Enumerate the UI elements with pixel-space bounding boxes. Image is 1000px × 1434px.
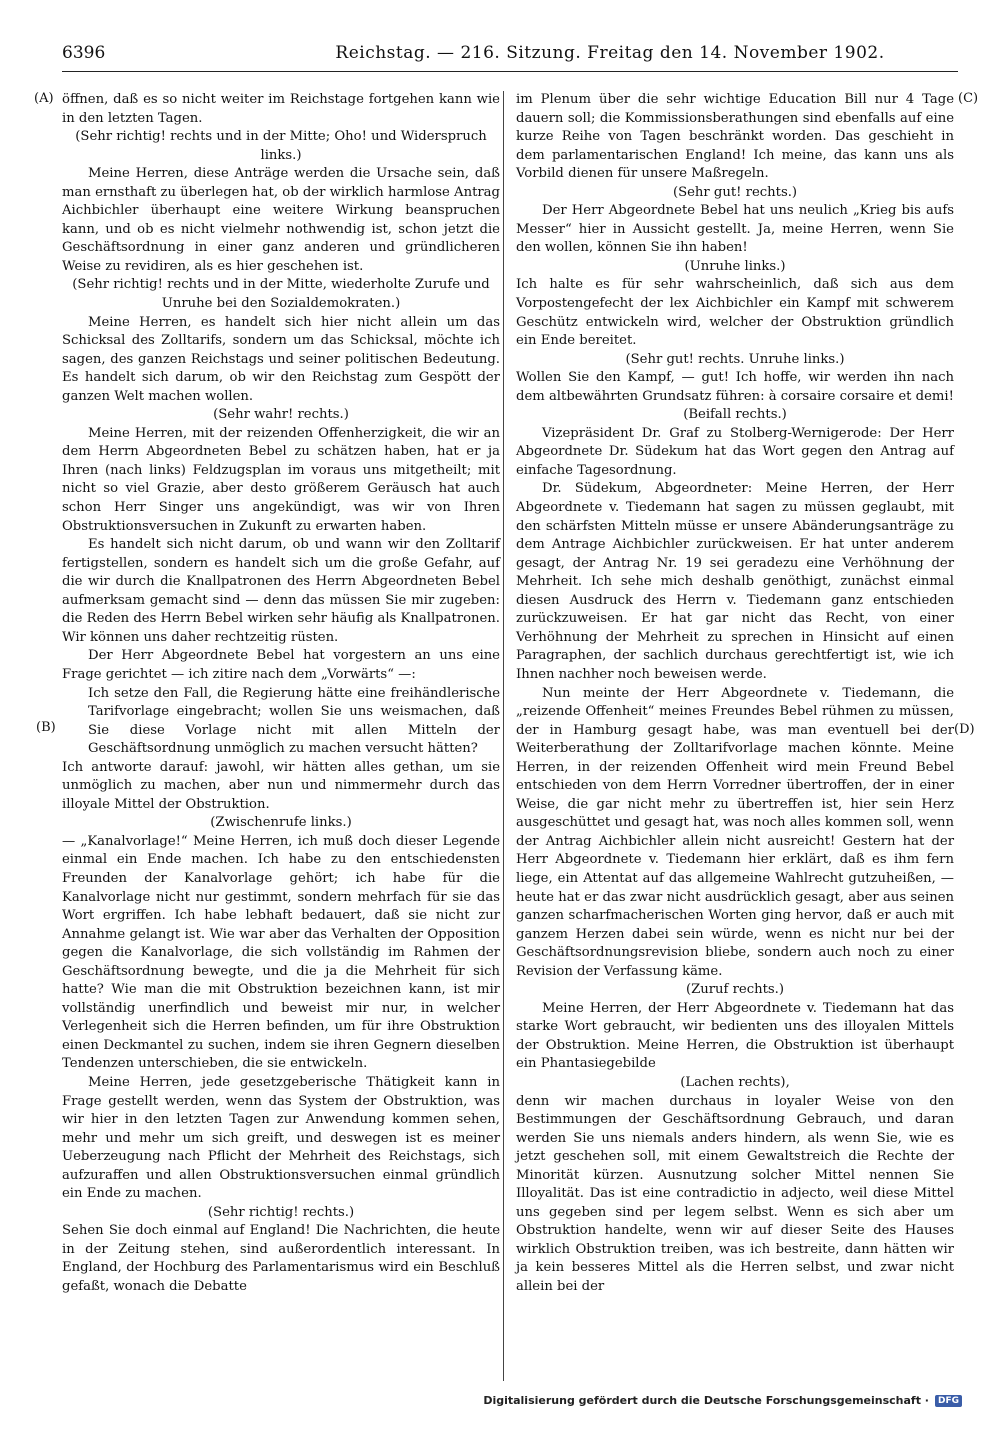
paragraph: öffnen, daß es so nicht weiter im Reichstage fortgehen kann wie in den letzten Tagen. — [62, 92, 500, 126]
interjection: (Zuruf rechts.) — [685, 982, 785, 998]
page-number: 6396 — [62, 43, 106, 63]
paragraph: Meine Herren, diese Anträge werden die Ursache sein, daß man ernsthaft zu überlegen hat, ob der wirklich harmlose Antrag Aichbichler überhaupt eine weitere Wirkung beanspruchen kann, und ob es nicht vielmehr nothwendig ist, schon jetzt die Geschäftsordnung in einer ganz anderen und gründlicheren Weise zu revidiren, als es hier geschehen ist. — [62, 166, 500, 274]
margin-marker-d: (D) — [954, 722, 975, 737]
interjection: (Beifall rechts.) — [683, 407, 787, 423]
paragraph: Meine Herren, der Herr Abgeordnete v. Tiedemann hat das starke Wort gebraucht, wir bedienten uns des illoyalen Mittels der Obstruktion. Meine Herren, die Obstruktion ist überhaupt ein Phantasiegebilde — [516, 1000, 954, 1072]
footer-text: Digitalisierung gefördert durch die Deutsche Forschungsgemeinschaft · — [483, 1394, 929, 1407]
paragraph: Nun meinte der Herr Abgeordnete v. Tiedemann, die „reizende Offenheit“ meines Freundes Bebel rühmen zu müssen, der in Hamburg gesagt habe, was man eventuell bei der Weiterberathung der Zolltarifvorlage machen könnte. Meine Herren, in der reizenden Offenheit wird mein Freund Bebel entschieden von dem Herrn Vorredner übertroffen, der in einer Weise, die gar nicht mehr zu übertreffen ist, hier sein Herz ausgeschüttet und gesagt hat, was noch alles kommen soll, wenn der Antrag Aichbichler allein nicht ausreicht! Gestern hat der Herr Abgeordnete v. Tiedemann hier erklärt, daß es ihm fern liege, ein Attentat auf das allgemeine Wahlrecht gutzuheißen, — heute hat er das zwar nicht ausdrücklich gesagt, aber aus seinen ganzen scharfmacherischen Worten ging hervor, daß er auch mit ganzem Herzen dabei sein würde, wenn es nicht nur bei der Geschäftsordnungsrevision bliebe, sondern auch noch zu einer Revision der Verfassung käme. — [516, 685, 954, 979]
paragraph: Es handelt sich nicht darum, ob und wann wir den Zolltarif fertigstellen, sondern es handelt sich um die große Gefahr, auf die wir durch die Knallpatronen des Herrn Abgeordneten Bebel aufmerksam gemacht sind — denn das müssen Sie mir zugeben: die Reden des Herrn Bebel wirken sehr häufig als Knallpatronen. Wir können uns daher rechtzeitig rüsten. — [62, 537, 500, 645]
interjection: (Sehr wahr! rechts.) — [213, 407, 349, 423]
paragraph: Sehen Sie doch einmal auf England! Die Nachrichten, die heute in der Zeitung stehen, sind außerordentlich interessant. In England, der Hochburg des Parlamentarismus wird ein Beschluß gefaßt, wonach die Debatte — [62, 1223, 500, 1294]
interjection: (Sehr richtig! rechts und in der Mitte, wiederholte Zurufe und Unruhe bei den Sozialdemokraten.) — [72, 277, 490, 312]
paragraph: Dr. Südekum, Abgeordneter: Meine Herren, der Herr Abgeordnete v. Tiedemann hat sagen zu müssen geglaubt, mit den schärfsten Mitteln müsse er unsere Abänderungsanträge zu dem Antrage Aichbichler zurückweisen. Er hat unter anderem gesagt, der Antrag Nr. 19 sei geradezu eine Verhöhnung der Mehrheit. Ich sehe mich deshalb genöthigt, zunächst einmal diesen Ausdruck des Herrn v. Tiedemann ganz entschieden zurückzuweisen. Er hat gar nicht das Recht, von einer Verhöhnung der Mehrheit zu sprechen in Hinsicht auf einen Paragraphen, der sachlich durchaus gerechtfertigt ist, wie ich Ihnen nachher noch beweisen werde. — [516, 481, 954, 682]
left-column — [62, 91, 500, 1297]
right-column — [516, 91, 954, 1297]
footer-credit — [483, 1394, 962, 1407]
column-divider — [503, 91, 504, 1381]
margin-marker-c: (C) — [958, 91, 979, 106]
header-rule — [62, 71, 958, 72]
margin-marker-b: (B) — [36, 720, 56, 735]
paragraph: — „Kanalvorlage!“ Meine Herren, ich muß doch dieser Legende einmal ein Ende machen. Ich habe zu den entschiedensten Freunden der Kanalvorlage gehört; ich habe für die Kanalvorlage nicht nur gestimmt, sondern mehrfach für sie das Wort ergriffen. Ich habe lebhaft bedauert, daß sie nicht zur Annahme gelangt ist. Wie war aber das Verhalten der Opposition gegen die Kanalvorlage, die sich vollständig im Rahmen der Geschäftsordnung bewegte, und die ja die Mehrheit für sich hatte? Wie man die mit Obstruktion bezeichnen kann, ist mir vollständig unerfindlich und beweist mir nur, in welcher Verlegenheit sich die Herren befinden, um für ihre Obstruktion einen Deckmantel zu suchen, indem sie ihren Gegnern dieselben Tendenzen unterschieben, die sie entwickeln. — [62, 833, 500, 1072]
interjection: (Sehr richtig! rechts.) — [207, 1204, 355, 1220]
interjection: (Sehr gut! rechts.) — [672, 184, 798, 200]
paragraph: Meine Herren, es handelt sich hier nicht allein um das Schicksal des Zolltarifs, sondern um das Schicksal, möchte ich sagen, des ganzen Reichstags und seiner politischen Bedeutung. Es handelt sich darum, ob wir den Reichstag zum Gespött der ganzen Welt machen wollen. — [62, 314, 500, 404]
margin-marker-a: (A) — [34, 91, 54, 106]
paragraph: Wollen Sie den Kampf, — gut! Ich hoffe, wir werden ihn nach dem altbewährten Grundsatz führen: à corsaire corsaire et demi! — [516, 370, 954, 404]
interjection: (Sehr gut! rechts. Unruhe links.) — [625, 351, 845, 367]
running-title: Reichstag. — 216. Sitzung. Freitag den 14. November 1902. — [335, 43, 885, 63]
interjection: (Unruhe links.) — [684, 258, 786, 274]
paragraph: Meine Herren, mit der reizenden Offenherzigkeit, die wir an dem Herrn Abgeordneten Bebel zu schätzen haben, hat er ja Ihren (nach links) Feldzugsplan im voraus uns mitgetheilt; mit nicht so viel Grazie, aber desto größerem Geräusch hat auch schon Herr Singer uns angekündigt, was wir von Ihren Obstruktionsversuchen in Zukunft zu erwarten haben. — [62, 425, 500, 534]
interjection: (Lachen rechts), — [680, 1074, 790, 1090]
dfg-logo: DFG — [935, 1395, 962, 1407]
paragraph: Der Herr Abgeordnete Bebel hat vorgestern an uns eine Frage gerichtet — ich zitire nach dem „Vorwärts“ —: — [62, 648, 500, 682]
paragraph: Vizepräsident Dr. Graf zu Stolberg-Wernigerode: Der Herr Abgeordnete Dr. Südekum hat das Wort gegen den Antrag auf einfache Tagesordnung. — [516, 425, 954, 478]
page-header — [62, 43, 958, 69]
paragraph: Ich antworte darauf: jawohl, wir hätten alles gethan, um sie unmöglich zu machen, aber nun und nimmermehr durch das illoyale Mittel der Obstruktion. — [62, 759, 500, 812]
interjection: (Sehr richtig! rechts und in der Mitte; Oho! und Widerspruch links.) — [75, 129, 487, 163]
paragraph: Ich halte es für sehr wahrscheinlich, daß sich aus dem Vorpostengefecht der lex Aichbichler ein Kampf mit schwerem Geschütz entwickeln wird, welcher der Obstruktion gründlich ein Ende bereitet. — [516, 277, 954, 349]
paragraph: im Plenum über die sehr wichtige Education Bill nur 4 Tage dauern soll; die Kommissionsberathungen sind ebenfalls auf eine kurze Reihe von Tagen beschränkt worden. Das geschieht in dem parlamentarischen England! Ich meine, das kann uns als Vorbild dienen für unsere Maßregeln. — [516, 92, 954, 182]
paragraph: denn wir machen durchaus in loyaler Weise von den Bestimmungen der Geschäftsordnung Gebrauch, und daran werden Sie uns niemals anders hindern, als wenn Sie, wie es jetzt geschehen soll, mit einem Gewaltstreich die Rechte der Minorität kürzen. Ausnutzung solcher Mittel nennen Sie Illoyalität. Das ist eine contradictio in adjecto, weil diese Mittel uns gegeben sind per legem selbst. Wenn es sich aber um Obstruktion handelte, wenn wir auf dieser Seite des Hauses wirklich Obstruktion treiben, was ich bestreite, dann hätten wir ja kein besseres Mittel als die Herren selbst, und zwar nicht allein bei der — [516, 1093, 954, 1294]
interjection: (Zwischenrufe links.) — [210, 815, 352, 831]
paragraph: Meine Herren, jede gesetzgeberische Thätigkeit kann in Frage gestellt werden, wenn das System der Obstruktion, was wir hier in den letzten Tagen zur Anwendung kommen sehen, mehr und mehr um sich greift, und deswegen ist es meiner Ueberzeugung nach Pflicht der Mehrheit des Reichstags, sich aufzuraffen und allen Obstruktionsversuchen einmal gründlich ein Ende zu machen. — [62, 1074, 500, 1202]
paragraph: Ich setze den Fall, die Regierung hätte eine freihändlerische Tarifvorlage eingebracht; wollen Sie uns weismachen, daß Sie diese Vorlage nicht mit allen Mitteln der Geschäftsordnung unmöglich zu machen versucht hätten? — [88, 685, 500, 757]
paragraph: Der Herr Abgeordnete Bebel hat uns neulich „Krieg bis aufs Messer“ hier in Aussicht gestellt. Ja, meine Herren, wenn Sie den wollen, können Sie ihn haben! — [516, 203, 954, 256]
